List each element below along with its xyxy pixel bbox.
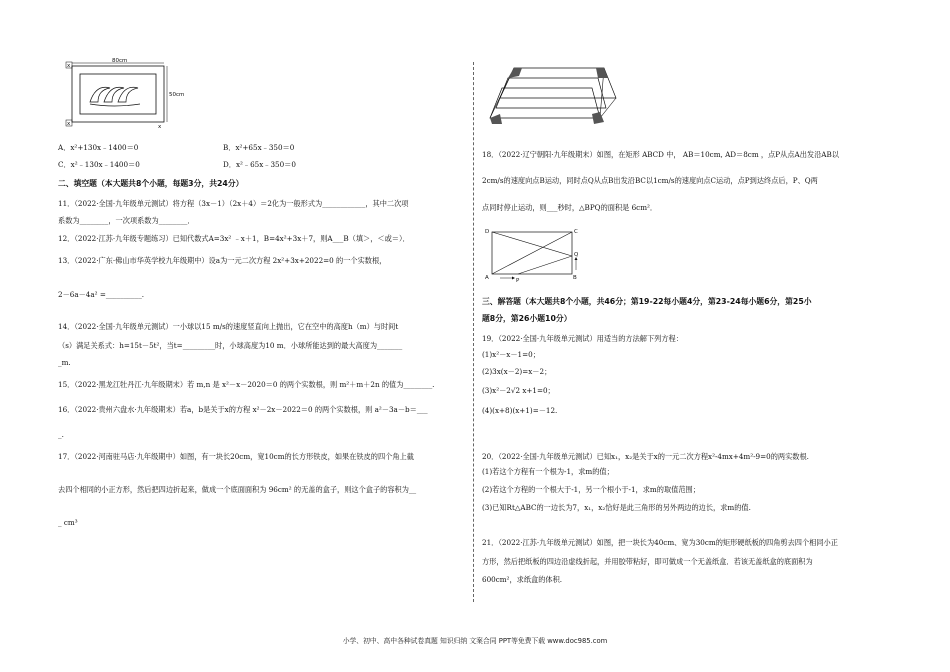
label-A: A xyxy=(485,275,489,281)
label-Q: Q xyxy=(574,252,579,258)
q20-part3: (3)已知Rt△ABC的一边长为7，x₁，x₂恰好是此三角形的另外两边的边长，求m的值. xyxy=(482,503,751,512)
section3-title-line1: 三、解答题（本大题共8个小题，共46分；第19-22每小题4分，第23-24每小题6分，第25小 xyxy=(482,297,812,306)
q19-part1: (1)x²－x－1=0； xyxy=(482,350,540,359)
q11-line2: 系数为________，一次项系数为________． xyxy=(58,216,195,225)
q14-line2: （s）满足关系式：h=15t－5t²，当t=_________时，小球高度为10 m．小球所能达到的最大高度为_______ xyxy=(58,341,403,350)
q19-part2: (2)3x(x－2)=x－2； xyxy=(482,367,552,376)
option-a: A．x²+130x﹣1400＝0 xyxy=(58,143,139,152)
q11-line1: 11．（2022·全国·九年级单元测试）将方程（3x－1）（2x＋4）＝2化为一般形式为____________，其中二次项 xyxy=(58,199,409,208)
q13-line2: 2－6a－4a² =__________. xyxy=(58,290,145,299)
q19-part3: (3)x²－2√2 x+1=0； xyxy=(482,386,555,395)
tray-width-label: 80cm xyxy=(112,58,128,64)
label-D: D xyxy=(485,229,490,235)
q12-line1: 12．（2022·江苏·九年级专题练习）已知代数式A=3x² ﹣x＋1，B=4x²+3x＋7，则A___B（填＞，＜或＝）． xyxy=(58,234,410,243)
option-d: D．x²﹣65x﹣350＝0 xyxy=(223,160,296,169)
option-c: C．x²﹣130x﹣1400＝0 xyxy=(58,160,140,169)
option-b: B．x²+65x﹣350＝0 xyxy=(223,143,295,152)
rect-figure xyxy=(482,226,592,286)
q17-line1: 17．（2022·河南驻马店·九年级期中）如图，有一块长20cm，宽10cm的长方形铁皮，如果在铁皮的四个角上截 xyxy=(58,452,414,461)
q21-line3: 600cm²，求纸盒的体积. xyxy=(482,575,563,584)
q16-line2: _. xyxy=(58,430,64,439)
q14-line3: _m. xyxy=(58,358,71,367)
section2-title: 二、填空题（本大题共8个小题，每题3分，共24分） xyxy=(58,179,244,188)
tray-corner-label-3: x xyxy=(158,124,162,130)
q21-line2: 方形，然后把纸板的四边沿虚线折起，并用胶带粘好，即可做成一个无盖纸盒．若该无盖纸盒的底面积为 xyxy=(482,557,813,566)
q18-line2: 2cm/s的速度向点B运动，同时点Q从点B出发沿BC以1cm/s的速度向点C运动，点P到达终点后，P、Q两 xyxy=(482,176,818,185)
tray-corner-label: x xyxy=(67,63,71,69)
box-figure xyxy=(488,62,618,126)
q15-line1: 15．（2022·黑龙江牡丹江·九年级期末）若 m,n 是 x²－x－2020＝0 的两个实数根，则 m²＋m＋2n 的值为________. xyxy=(58,380,435,389)
tray-corner-label-2: x xyxy=(67,121,71,127)
q20-line1: 20．（2022·全国·九年级单元测试）已知x₁，x₂是关于x的一元二次方程x²-4mx+4m²-9=0的两实数根. xyxy=(482,452,809,461)
q17-line2: 去四个相同的小正方形，然后把四边折起来，做成一个底面面积为 96cm² 的无盖的盒子，则这个盒子的容积为__ xyxy=(58,485,417,494)
q19-part4: (4)(x+8)(x+1)=－12. xyxy=(482,406,558,415)
q18-line1: 18．（2022·辽宁朝阳·九年级期末）如图，在矩形 ABCD 中， AB＝10cm, AD＝8cm ，点P从点A出发沿AB以 xyxy=(482,150,839,159)
q14-line1: 14．（2022·全国·九年级单元测试）一小球以15 m/s的速度竖直向上抛出，它在空中的高度h（m）与时间t xyxy=(58,322,399,331)
q21-line1: 21．（2022·江苏·九年级单元测试）如图，把一块长为40cm、宽为30cm的矩形硬纸板的四角剪去四个相同小正 xyxy=(482,538,838,547)
label-B: B xyxy=(573,275,577,281)
q13-line1: 13．（2022·广东·佛山市华英学校九年级期中）设a为一元二次方程 2x²+3x+2022=0 的一个实数根， xyxy=(58,256,387,265)
tray-figure xyxy=(66,58,185,130)
tray-height-label: 50cm xyxy=(169,92,185,98)
q19-line1: 19．（2022·全国·九年级单元测试）用适当的方法解下列方程： xyxy=(482,334,683,343)
page-footer: 小学、初中、高中各种试卷真题 知识归纳 文案合同 PPT等免费下载 www.doc985.com xyxy=(342,637,608,645)
q16-line1: 16．（2022·贵州六盘水·九年级期末）若a，b是关于x的方程 x²－2x－2022＝0 的两个实数根，则 a²－3a－b＝___ xyxy=(58,405,428,414)
column-divider xyxy=(473,62,474,602)
label-C: C xyxy=(574,229,578,235)
q18-line3: 点同时停止运动，则___秒时，△BPQ的面积是 6cm²． xyxy=(482,203,658,212)
q17-line3: _ cm³ xyxy=(58,518,78,527)
q20-part1: (1)若这个方程有一个根为-1，求m的值； xyxy=(482,467,614,476)
label-P: P xyxy=(516,278,520,284)
q20-part2: (2)若这个方程的一个根大于-1，另一个根小于-1，求m的取值范围； xyxy=(482,485,700,494)
section3-title-line2: 题8分，第26小题10分） xyxy=(482,314,572,323)
